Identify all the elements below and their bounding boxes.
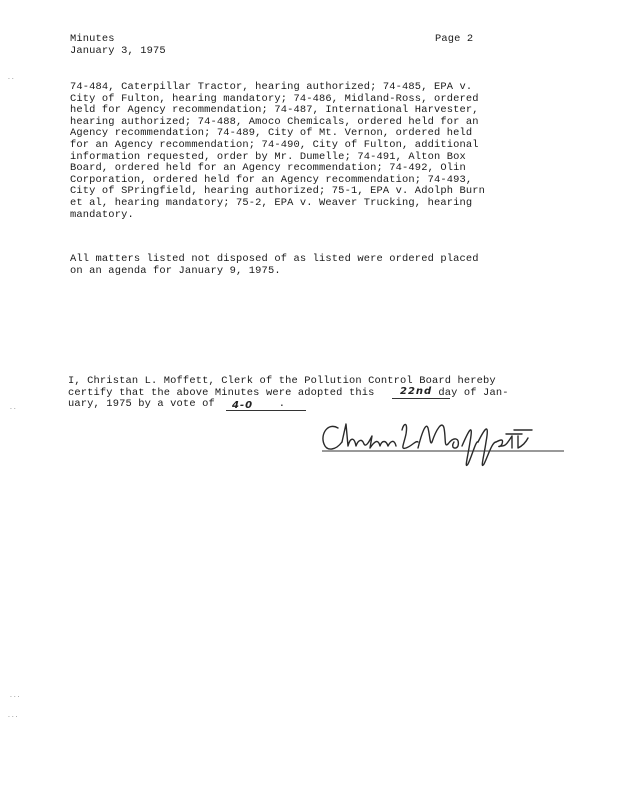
- document-title: Minutes: [70, 33, 115, 45]
- disposition-paragraph: [70, 254, 479, 277]
- page-number: Page 2: [435, 33, 474, 45]
- cert-text: certify that the above Minutes were adopted this: [68, 386, 375, 399]
- scan-artifact: · ·: [10, 406, 16, 413]
- cert-text: day of Jan-: [438, 386, 509, 399]
- text-line: City of SPringfield, hearing authorized; 75-1, EPA v. Adolph Burn: [70, 185, 486, 198]
- text-line: 74-484, Caterpillar Tractor, hearing authorized; 74-485, EPA v.: [70, 81, 473, 93]
- scan-artifact: · · ·: [10, 694, 20, 701]
- header-block: [70, 34, 166, 57]
- adopted-day-handwritten: 22nd: [400, 386, 433, 397]
- agenda-paragraph: [70, 82, 485, 221]
- text-line: Corporation, ordered held for an Agency recommendation; 74-493,: [70, 173, 473, 186]
- text-line: All matters listed not disposed of as listed were ordered placed: [70, 253, 479, 265]
- clerk-signature: [318, 412, 568, 484]
- document-date: January 3, 1975: [70, 44, 166, 57]
- scan-artifact: · ·: [8, 76, 14, 83]
- text-line: City of Fulton, hearing mandatory; 74-486, Midland-Ross, ordered: [70, 92, 479, 105]
- certification-block: [68, 376, 509, 411]
- text-line: on an agenda for January 9, 1975.: [70, 264, 281, 277]
- cert-line: I, Christan L. Moffett, Clerk of the Pollution Control Board hereby: [68, 375, 496, 387]
- text-line: held for Agency recommendation; 74-487, International Harvester,: [70, 104, 479, 117]
- text-line: et al, hearing mandatory; 75-2, EPA v. Weaver Trucking, hearing: [70, 196, 473, 209]
- text-line: Board, ordered held for an Agency recommendation; 74-492, Olin: [70, 162, 466, 175]
- cert-text: uary, 1975 by a vote of: [68, 398, 215, 411]
- text-line: Agency recommendation; 74-489, City of Mt. Vernon, ordered held: [70, 127, 473, 140]
- scan-artifact: · · ·: [8, 714, 18, 721]
- text-line: information requested, order by Mr. Dumelle; 74-491, Alton Box: [70, 150, 466, 163]
- day-blank-line: [392, 398, 450, 399]
- text-line: for an Agency recommendation; 74-490, City of Fulton, additional: [70, 138, 479, 151]
- text-line: mandatory.: [70, 208, 134, 221]
- text-line: hearing authorized; 74-488, Amoco Chemicals, ordered held for an: [70, 115, 479, 128]
- cert-text: .: [278, 398, 286, 411]
- vote-count-handwritten: 4-0: [232, 400, 254, 411]
